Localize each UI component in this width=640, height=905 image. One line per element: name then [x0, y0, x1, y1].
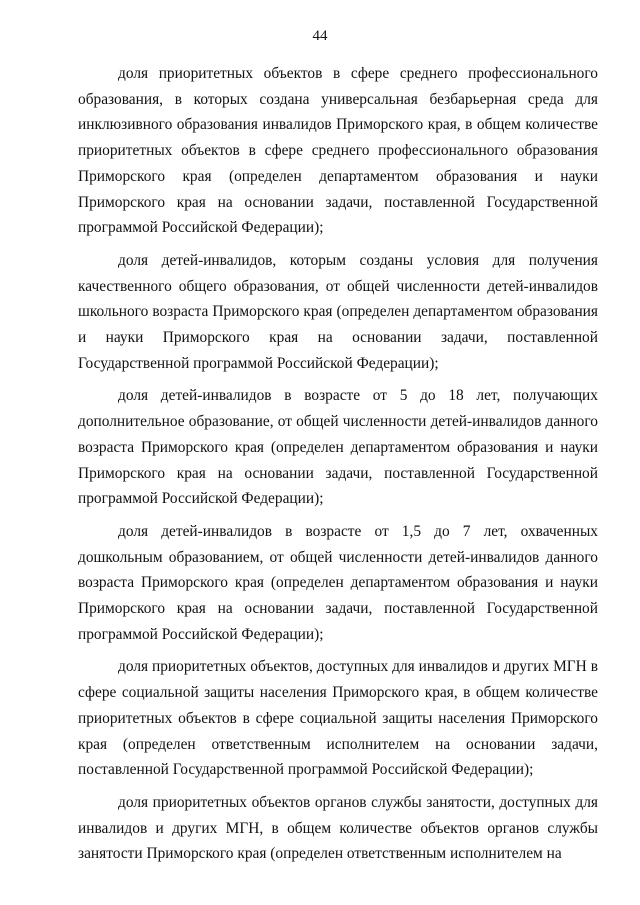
paragraph-additional-education-children: доля детей-инвалидов в возрасте от 5 до 18 лет, получающих дополнительное образование, от общей численности детей-инвалидов данного возраста Приморского края (определен департаментом образования и науки Приморского края на основании задачи, поставленной Государственной программой Российской Федерации); — [78, 387, 598, 508]
paragraph-preschool-education-children: доля детей-инвалидов в возрасте от 1,5 до 7 лет, охваченных дошкольным образованием, от общей численности детей-инвалидов данного возраста Приморского края (определен департаментом образования и науки Приморского края на основании задачи, поставленной Государственной программой Российской Федерации); — [78, 522, 598, 643]
page-number: 44 — [312, 28, 328, 44]
paragraph-employment-service-objects: доля приоритетных объектов органов службы занятости, доступных для инвалидов и других МГН, в общем количестве объектов органов службы занятости Приморского края (определен ответственным исполнителем на — [78, 793, 598, 863]
paragraph-general-education-children: доля детей-инвалидов, которым созданы условия для получения качественного общего образования, от общей численности детей-инвалидов школьного возраста Приморского края (определен департаментом образования и науки Приморского края на основании задачи, поставленной Государственной программой Российской Федерации); — [78, 251, 598, 372]
paragraph-secondary-education-objects: доля приоритетных объектов в сфере среднего профессионального образования, в которых создана универсальная безбарьерная среда для инклюзивного образования инвалидов Приморского края, в общем количестве приоритетных объектов в сфере среднего профессионального образования Приморского края (определен департаментом образования и науки Приморского края на основании задачи, поставленной Государственной программой Российской Федерации); — [78, 65, 598, 237]
document-body — [78, 61, 598, 874]
paragraph-social-protection-objects: доля приоритетных объектов, доступных для инвалидов и других МГН в сфере социальной защиты населения Приморского края, в общем количестве приоритетных объектов в сфере социальной защиты населения Приморского края (определен ответственным исполнителем на основании задачи, поставленной Государственной программой Российской Федерации); — [78, 658, 598, 779]
